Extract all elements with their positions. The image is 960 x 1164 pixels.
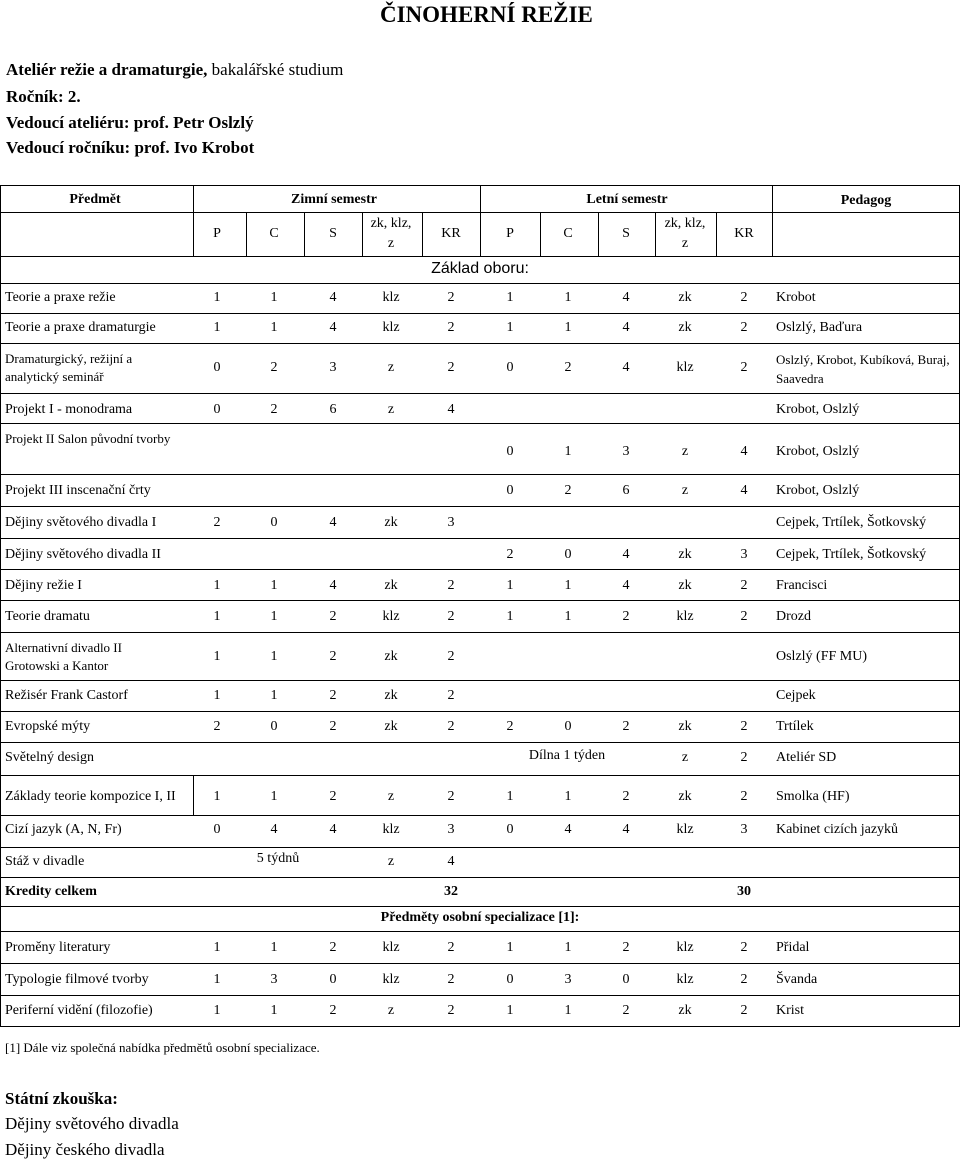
summer-cell: 3 bbox=[740, 822, 748, 837]
summer-cell: 0 bbox=[506, 360, 514, 375]
header-winter: Zimní semestr bbox=[291, 192, 377, 207]
summer-cell: klz bbox=[676, 360, 694, 375]
winter-cell: klz bbox=[382, 609, 400, 624]
summer-cell: 2 bbox=[740, 320, 748, 335]
winter-cell: klz bbox=[382, 940, 400, 955]
table-column-divider bbox=[540, 212, 541, 256]
winter-cell: zk bbox=[384, 515, 398, 530]
winter-cell: 0 bbox=[270, 719, 278, 734]
winter-cell: 1 bbox=[213, 290, 221, 305]
teacher-name: Cejpek, Trtílek, Šotkovský bbox=[776, 515, 927, 530]
winter-cell: 1 bbox=[213, 1003, 221, 1018]
summer-cell: 2 bbox=[740, 750, 748, 765]
summer-cell: 0 bbox=[506, 444, 514, 459]
header-z-summer: z bbox=[681, 236, 689, 251]
summer-cell: 1 bbox=[506, 789, 514, 804]
table-row-divider bbox=[0, 906, 960, 907]
table-column-divider bbox=[362, 212, 363, 256]
table-row-divider bbox=[0, 538, 960, 539]
winter-cell: 4 bbox=[270, 822, 278, 837]
table-row-divider bbox=[0, 632, 960, 633]
winter-cell: z bbox=[387, 402, 395, 417]
winter-cell: 1 bbox=[270, 688, 278, 703]
winter-cell: 1 bbox=[270, 290, 278, 305]
winter-cell: 0 bbox=[213, 402, 221, 417]
winter-cell: 2 bbox=[329, 719, 337, 734]
summer-cell: 1 bbox=[506, 578, 514, 593]
summer-cell: zk bbox=[678, 578, 692, 593]
winter-cell: 2 bbox=[447, 609, 455, 624]
subject-name: Proměny literatury bbox=[5, 940, 111, 955]
teacher-name: Cejpek bbox=[776, 688, 816, 703]
winter-cell: 0 bbox=[213, 360, 221, 375]
winter-cell: 2 bbox=[329, 1003, 337, 1018]
summer-cell: 1 bbox=[506, 609, 514, 624]
header-teacher: Pedagog bbox=[840, 193, 892, 208]
winter-cell: 2 bbox=[447, 1003, 455, 1018]
summer-cell: 3 bbox=[622, 444, 630, 459]
winter-cell: 2 bbox=[329, 609, 337, 624]
subject-name: Režisér Frank Castorf bbox=[5, 688, 128, 703]
atelier-line bbox=[6, 60, 343, 80]
summer-cell: 1 bbox=[564, 320, 572, 335]
subject-name: Typologie filmové tvorby bbox=[5, 972, 149, 987]
header-c-winter: C bbox=[269, 226, 279, 241]
table-column-divider bbox=[193, 775, 194, 815]
winter-cell: 4 bbox=[447, 402, 455, 417]
teacher-name: Švanda bbox=[776, 972, 818, 987]
winter-cell: 2 bbox=[329, 649, 337, 664]
summer-cell: zk bbox=[678, 547, 692, 562]
summer-cell: zk bbox=[678, 789, 692, 804]
winter-cell: 3 bbox=[447, 515, 455, 530]
summer-cell: 3 bbox=[564, 972, 572, 987]
credits-label: Kredity celkem bbox=[5, 884, 97, 899]
header-z-winter: z bbox=[387, 236, 395, 251]
table-column-divider bbox=[598, 212, 599, 256]
table-row-divider bbox=[0, 742, 960, 743]
teacher-name: Kabinet cizích jazyků bbox=[776, 822, 899, 837]
winter-cell: 1 bbox=[270, 940, 278, 955]
summer-cell: 2 bbox=[740, 578, 748, 593]
internship-duration: 5 týdnů bbox=[256, 851, 300, 866]
teacher-name: Drozd bbox=[776, 609, 811, 624]
summer-cell: 2 bbox=[740, 1003, 748, 1018]
table-column-divider bbox=[304, 212, 305, 256]
winter-cell: 2 bbox=[270, 402, 278, 417]
subject-name: Alternativní divadlo II Grotowski a Kantor bbox=[5, 640, 122, 673]
winter-cell: zk bbox=[384, 688, 398, 703]
summer-cell: 1 bbox=[506, 320, 514, 335]
subject-name: Projekt II Salon původní tvorby bbox=[5, 431, 171, 446]
winter-cell: 2 bbox=[447, 649, 455, 664]
winter-cell: 2 bbox=[213, 719, 221, 734]
winter-cell: z bbox=[387, 789, 395, 804]
winter-cell: 4 bbox=[329, 515, 337, 530]
subject-name: Projekt I - monodrama bbox=[5, 402, 133, 417]
table-row-divider bbox=[0, 815, 960, 816]
summer-cell: 1 bbox=[506, 940, 514, 955]
summer-cell: 2 bbox=[740, 290, 748, 305]
winter-cell: 1 bbox=[213, 940, 221, 955]
table-row-divider bbox=[0, 343, 960, 344]
atelier-value: bakalářské studium bbox=[207, 60, 344, 79]
winter-cell: 2 bbox=[270, 360, 278, 375]
header-kr-winter: KR bbox=[441, 226, 461, 241]
header-subject: Předmět bbox=[69, 192, 121, 207]
summer-cell: 1 bbox=[564, 444, 572, 459]
summer-cell: 4 bbox=[622, 360, 630, 375]
winter-cell: 1 bbox=[213, 789, 221, 804]
winter-cell: 2 bbox=[213, 515, 221, 530]
summer-cell: 2 bbox=[622, 789, 630, 804]
winter-cell: 4 bbox=[329, 290, 337, 305]
summer-cell: zk bbox=[678, 290, 692, 305]
winter-cell: 2 bbox=[447, 719, 455, 734]
summer-cell: 0 bbox=[564, 719, 572, 734]
table-row-divider bbox=[0, 877, 960, 878]
winter-cell: 0 bbox=[270, 515, 278, 530]
subject-name: Dějiny světového divadla II bbox=[5, 547, 161, 562]
table-row-divider bbox=[0, 775, 960, 776]
subject-name: Teorie dramatu bbox=[5, 609, 90, 624]
winter-cell: 0 bbox=[213, 822, 221, 837]
subject-name: Základy teorie kompozice I, II bbox=[5, 789, 176, 804]
teacher-name: Krobot bbox=[776, 290, 816, 305]
summer-cell: z bbox=[681, 444, 689, 459]
table-column-divider bbox=[246, 212, 247, 256]
winter-cell: 1 bbox=[270, 578, 278, 593]
winter-cell: 4 bbox=[447, 854, 455, 869]
summer-cell: klz bbox=[676, 609, 694, 624]
table-row-divider bbox=[0, 423, 960, 424]
header-s-summer: S bbox=[622, 226, 630, 241]
summer-cell: 1 bbox=[564, 789, 572, 804]
table-column-divider bbox=[422, 212, 423, 256]
summer-cell: z bbox=[681, 483, 689, 498]
summer-cell: 1 bbox=[564, 578, 572, 593]
winter-cell: klz bbox=[382, 822, 400, 837]
summer-cell: 0 bbox=[506, 972, 514, 987]
winter-cell: z bbox=[387, 854, 395, 869]
winter-cell: klz bbox=[382, 972, 400, 987]
subject-name: Dramaturgický, režijní a analytický seminář bbox=[5, 351, 133, 384]
winter-cell: 1 bbox=[270, 789, 278, 804]
winter-cell: 2 bbox=[447, 789, 455, 804]
teacher-name: Smolka (HF) bbox=[776, 789, 850, 804]
summer-cell: 1 bbox=[564, 290, 572, 305]
summer-cell: 4 bbox=[622, 290, 630, 305]
table-row-divider bbox=[0, 995, 960, 996]
summer-cell: 2 bbox=[506, 719, 514, 734]
table-row-divider bbox=[0, 393, 960, 394]
summer-cell: 2 bbox=[740, 609, 748, 624]
summer-cell: 1 bbox=[506, 1003, 514, 1018]
winter-cell: 1 bbox=[213, 578, 221, 593]
subject-name: Stáž v divadle bbox=[5, 854, 85, 869]
table-row-divider bbox=[0, 506, 960, 507]
table-row-divider bbox=[0, 256, 960, 257]
table-column-divider bbox=[0, 185, 1, 1026]
winter-cell: 1 bbox=[270, 320, 278, 335]
winter-cell: 2 bbox=[329, 688, 337, 703]
summer-cell: 2 bbox=[622, 940, 630, 955]
winter-cell: 1 bbox=[270, 609, 278, 624]
winter-cell: 1 bbox=[213, 649, 221, 664]
table-row-divider bbox=[0, 711, 960, 712]
winter-cell: 2 bbox=[329, 789, 337, 804]
summer-cell: 4 bbox=[740, 444, 748, 459]
summer-cell: 2 bbox=[506, 547, 514, 562]
header-c-summer: C bbox=[563, 226, 573, 241]
summer-cell: 2 bbox=[740, 719, 748, 734]
teacher-name: Oslzlý, Krobot, Kubíková, Buraj, Saavedra bbox=[776, 352, 950, 386]
teacher-name: Krobot, Oslzlý bbox=[776, 483, 860, 498]
atelier-head-line: Vedoucí ateliéru: prof. Petr Oslzlý bbox=[6, 113, 254, 132]
credits-winter: 32 bbox=[444, 884, 458, 899]
summer-cell: 2 bbox=[564, 483, 572, 498]
teacher-name: Trtílek bbox=[776, 719, 814, 734]
winter-cell: klz bbox=[382, 290, 400, 305]
subject-name: Evropské mýty bbox=[5, 719, 91, 734]
summer-cell: 1 bbox=[506, 290, 514, 305]
summer-cell: 4 bbox=[622, 578, 630, 593]
summer-cell: 0 bbox=[564, 547, 572, 562]
year-head-line: Vedoucí ročníku: prof. Ivo Krobot bbox=[6, 138, 255, 157]
year-line: Ročník: 2. bbox=[6, 87, 81, 106]
table-row-divider bbox=[0, 963, 960, 964]
state-exam-item: Dějiny světového divadla bbox=[5, 1114, 179, 1133]
subject-name: Projekt III inscenační črty bbox=[5, 483, 151, 498]
table-column-divider bbox=[193, 185, 194, 256]
winter-cell: z bbox=[387, 360, 395, 375]
section-special: Předměty osobní specializace [1]: bbox=[380, 910, 580, 925]
winter-cell: 1 bbox=[213, 688, 221, 703]
header-summer: Letní semestr bbox=[586, 192, 668, 207]
winter-cell: 1 bbox=[270, 649, 278, 664]
summer-cell: 4 bbox=[740, 483, 748, 498]
state-exam-item: Dějiny českého divadla bbox=[5, 1140, 165, 1159]
summer-cell: klz bbox=[676, 822, 694, 837]
winter-cell: 2 bbox=[447, 940, 455, 955]
table-row-divider bbox=[0, 600, 960, 601]
header-zk-winter: zk, klz, bbox=[370, 216, 412, 231]
teacher-name: Ateliér SD bbox=[776, 750, 837, 765]
summer-cell: 3 bbox=[740, 547, 748, 562]
section-basic: Základ oboru: bbox=[431, 260, 529, 277]
winter-cell: 4 bbox=[329, 320, 337, 335]
summer-cell: 0 bbox=[506, 483, 514, 498]
summer-cell: 0 bbox=[506, 822, 514, 837]
winter-cell: 1 bbox=[213, 320, 221, 335]
summer-cell: klz bbox=[676, 940, 694, 955]
header-p-summer: P bbox=[506, 226, 514, 241]
subject-name: Teorie a praxe dramaturgie bbox=[5, 320, 156, 335]
winter-cell: 2 bbox=[329, 940, 337, 955]
teacher-name: Přidal bbox=[776, 940, 810, 955]
winter-cell: 2 bbox=[447, 320, 455, 335]
winter-cell: 1 bbox=[213, 609, 221, 624]
winter-cell: 3 bbox=[447, 822, 455, 837]
summer-cell: 0 bbox=[622, 972, 630, 987]
winter-cell: klz bbox=[382, 320, 400, 335]
winter-cell: zk bbox=[384, 649, 398, 664]
credits-summer: 30 bbox=[737, 884, 751, 899]
winter-cell: 1 bbox=[213, 972, 221, 987]
table-column-divider bbox=[480, 185, 481, 256]
workshop-note: Dílna 1 týden bbox=[528, 748, 606, 763]
teacher-name: Cejpek, Trtílek, Šotkovský bbox=[776, 547, 927, 562]
header-s-winter: S bbox=[329, 226, 337, 241]
summer-cell: zk bbox=[678, 1003, 692, 1018]
summer-cell: 1 bbox=[564, 609, 572, 624]
atelier-label: Ateliér režie a dramaturgie, bbox=[6, 60, 208, 79]
teacher-name: Oslzlý (FF MU) bbox=[776, 649, 868, 664]
summer-cell: 2 bbox=[740, 972, 748, 987]
table-column-divider bbox=[655, 212, 656, 256]
teacher-name: Krobot, Oslzlý bbox=[776, 444, 860, 459]
subject-name: Periferní vidění (filozofie) bbox=[5, 1003, 153, 1018]
summer-cell: 1 bbox=[564, 1003, 572, 1018]
summer-cell: 4 bbox=[622, 547, 630, 562]
header-kr-summer: KR bbox=[734, 226, 754, 241]
table-row-divider bbox=[0, 313, 960, 314]
subject-name: Dějiny režie I bbox=[5, 578, 82, 593]
summer-cell: 1 bbox=[564, 940, 572, 955]
teacher-name: Oslzlý, Baďura bbox=[776, 320, 863, 335]
winter-cell: 2 bbox=[447, 688, 455, 703]
summer-cell: 2 bbox=[740, 360, 748, 375]
winter-cell: 3 bbox=[329, 360, 337, 375]
summer-cell: 2 bbox=[740, 940, 748, 955]
winter-cell: z bbox=[387, 1003, 395, 1018]
summer-cell: 6 bbox=[622, 483, 630, 498]
winter-cell: 6 bbox=[329, 402, 337, 417]
teacher-name: Krist bbox=[776, 1003, 804, 1018]
summer-cell: 2 bbox=[740, 789, 748, 804]
winter-cell: 3 bbox=[270, 972, 278, 987]
summer-cell: 4 bbox=[622, 822, 630, 837]
summer-cell: 4 bbox=[622, 320, 630, 335]
winter-cell: 2 bbox=[447, 972, 455, 987]
winter-cell: 0 bbox=[329, 972, 337, 987]
summer-cell: zk bbox=[678, 719, 692, 734]
subject-name: Světelný design bbox=[5, 750, 95, 765]
header-p-winter: P bbox=[213, 226, 221, 241]
winter-cell: zk bbox=[384, 578, 398, 593]
subject-name: Teorie a praxe režie bbox=[5, 290, 116, 305]
table-row-divider bbox=[0, 931, 960, 932]
summer-cell: 4 bbox=[564, 822, 572, 837]
subject-name: Dějiny světového divadla I bbox=[5, 515, 157, 530]
footnote: [1] Dále viz společná nabídka předmětů osobní specializace. bbox=[5, 1040, 320, 1055]
table-row-divider bbox=[0, 1026, 960, 1027]
winter-cell: 1 bbox=[270, 1003, 278, 1018]
table-row-divider bbox=[0, 569, 960, 570]
summer-cell: 2 bbox=[564, 360, 572, 375]
summer-cell: 2 bbox=[622, 1003, 630, 1018]
table-column-divider bbox=[772, 185, 773, 256]
winter-cell: 2 bbox=[447, 360, 455, 375]
teacher-name: Francisci bbox=[776, 578, 828, 593]
subject-name: Cizí jazyk (A, N, Fr) bbox=[5, 822, 122, 837]
summer-cell: 2 bbox=[622, 609, 630, 624]
table-row-divider bbox=[0, 847, 960, 848]
winter-cell: 4 bbox=[329, 822, 337, 837]
page-title: ČINOHERNÍ REŽIE bbox=[380, 2, 593, 27]
summer-cell: z bbox=[681, 750, 689, 765]
table-row-divider bbox=[0, 474, 960, 475]
teacher-name: Krobot, Oslzlý bbox=[776, 402, 860, 417]
winter-cell: zk bbox=[384, 719, 398, 734]
table-row-divider bbox=[0, 283, 960, 284]
state-exam-title: Státní zkouška: bbox=[5, 1089, 118, 1108]
summer-cell: 2 bbox=[622, 719, 630, 734]
winter-cell: 2 bbox=[447, 578, 455, 593]
table-column-divider bbox=[716, 212, 717, 256]
summer-cell: zk bbox=[678, 320, 692, 335]
table-row-divider bbox=[0, 680, 960, 681]
header-zk-summer: zk, klz, bbox=[664, 216, 706, 231]
winter-cell: 4 bbox=[329, 578, 337, 593]
winter-cell: 2 bbox=[447, 290, 455, 305]
summer-cell: klz bbox=[676, 972, 694, 987]
